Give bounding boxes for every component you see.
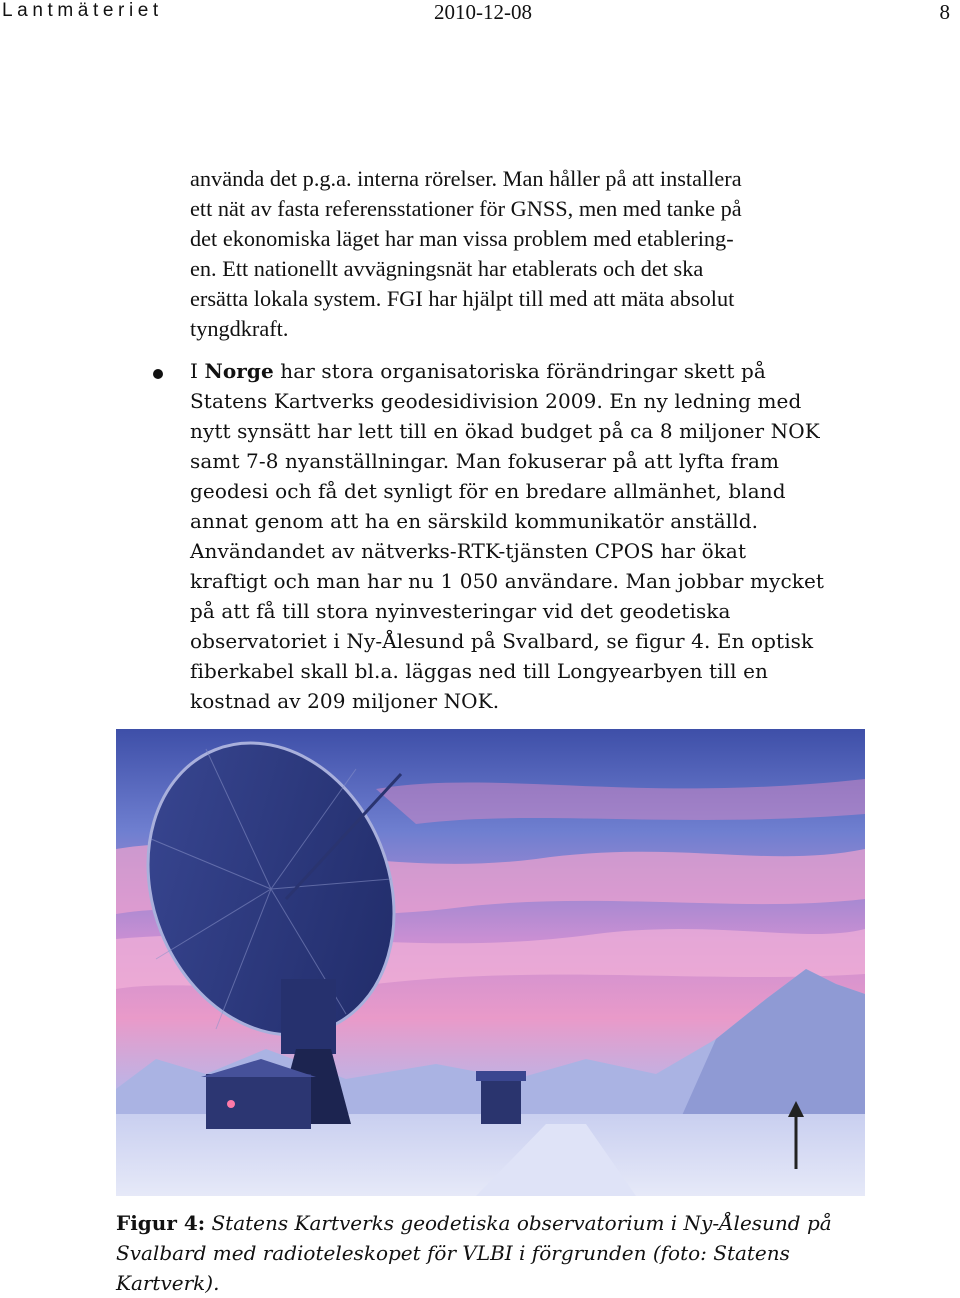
paragraph-line: använda det p.g.a. interna rörelser. Man håller på att installera	[190, 166, 742, 191]
text-run: har stora organisatoriska förändringar skett på	[273, 359, 766, 383]
paragraph-line: tyngdkraft.	[190, 316, 289, 341]
paragraph-line: en. Ett nationellt avvägningsnät har etablerats och det ska	[190, 256, 704, 281]
figure-caption	[116, 1208, 896, 1298]
bullet-paragraph-norge	[190, 356, 890, 716]
text-run: I	[190, 359, 205, 383]
caption-line: Kartverk).	[116, 1271, 220, 1295]
paragraph-line: Statens Kartverks geodesidivision 2009. En ny ledning med	[190, 389, 802, 413]
paragraph-line: fiberkabel skall bl.a. läggas ned till Longyearbyen till en	[190, 659, 769, 683]
header-organization: Lantmäteriet	[2, 0, 163, 21]
paragraph-line: geodesi och få det synligt för en bredare allmänhet, bland	[190, 479, 786, 503]
caption-text: Statens Kartverks geodetiska observatorium i Ny-Ålesund på	[205, 1211, 832, 1235]
paragraph-line: kostnad av 209 miljoner NOK.	[190, 689, 500, 713]
bullet-icon	[153, 369, 163, 379]
caption-label: Figur 4:	[116, 1211, 206, 1235]
paragraph-line: ersätta lokala system. FGI har hjälpt till med att mäta absolut	[190, 286, 735, 311]
paragraph-line: samt 7-8 nyanställningar. Man fokuserar på att lyfta fram	[190, 449, 780, 473]
paragraph-continued	[190, 164, 890, 344]
paragraph-line: ett nät av fasta referensstationer för GNSS, men med tanke på	[190, 196, 742, 221]
caption-line: Svalbard med radioteleskopet för VLBI i förgrunden (foto: Statens	[116, 1241, 790, 1265]
light	[227, 1100, 235, 1108]
header-date: 2010-12-08	[434, 0, 532, 24]
telescope-mount	[281, 979, 336, 1054]
tower	[481, 1079, 521, 1124]
tower-top	[476, 1071, 526, 1081]
paragraph-line: nytt synsätt har lett till en ökad budget på ca 8 miljoner NOK	[190, 419, 820, 443]
figure-photo-radio-telescope	[116, 729, 865, 1196]
caption-line	[116, 1208, 896, 1238]
page-header	[0, 0, 960, 30]
paragraph-line: annat genom att ha en särskild kommunikatör anställd.	[190, 509, 759, 533]
paragraph-line: på att få till stora nyinvesteringar vid det geodetiska	[190, 599, 731, 623]
paragraph-line	[190, 356, 890, 386]
page-number: 8	[939, 0, 950, 24]
paragraph-line: det ekonomiska läget har man vissa problem med etablering-	[190, 226, 734, 251]
country-name-bold: Norge	[204, 359, 274, 383]
paragraph-line: kraftigt och man har nu 1 050 användare. Man jobbar mycket	[190, 569, 825, 593]
building	[206, 1074, 311, 1129]
paragraph-line: observatoriet i Ny-Ålesund på Svalbard, se figur 4. En optisk	[190, 629, 814, 653]
paragraph-line: Användandet av nätverks-RTK-tjänsten CPOS har ökat	[190, 539, 747, 563]
